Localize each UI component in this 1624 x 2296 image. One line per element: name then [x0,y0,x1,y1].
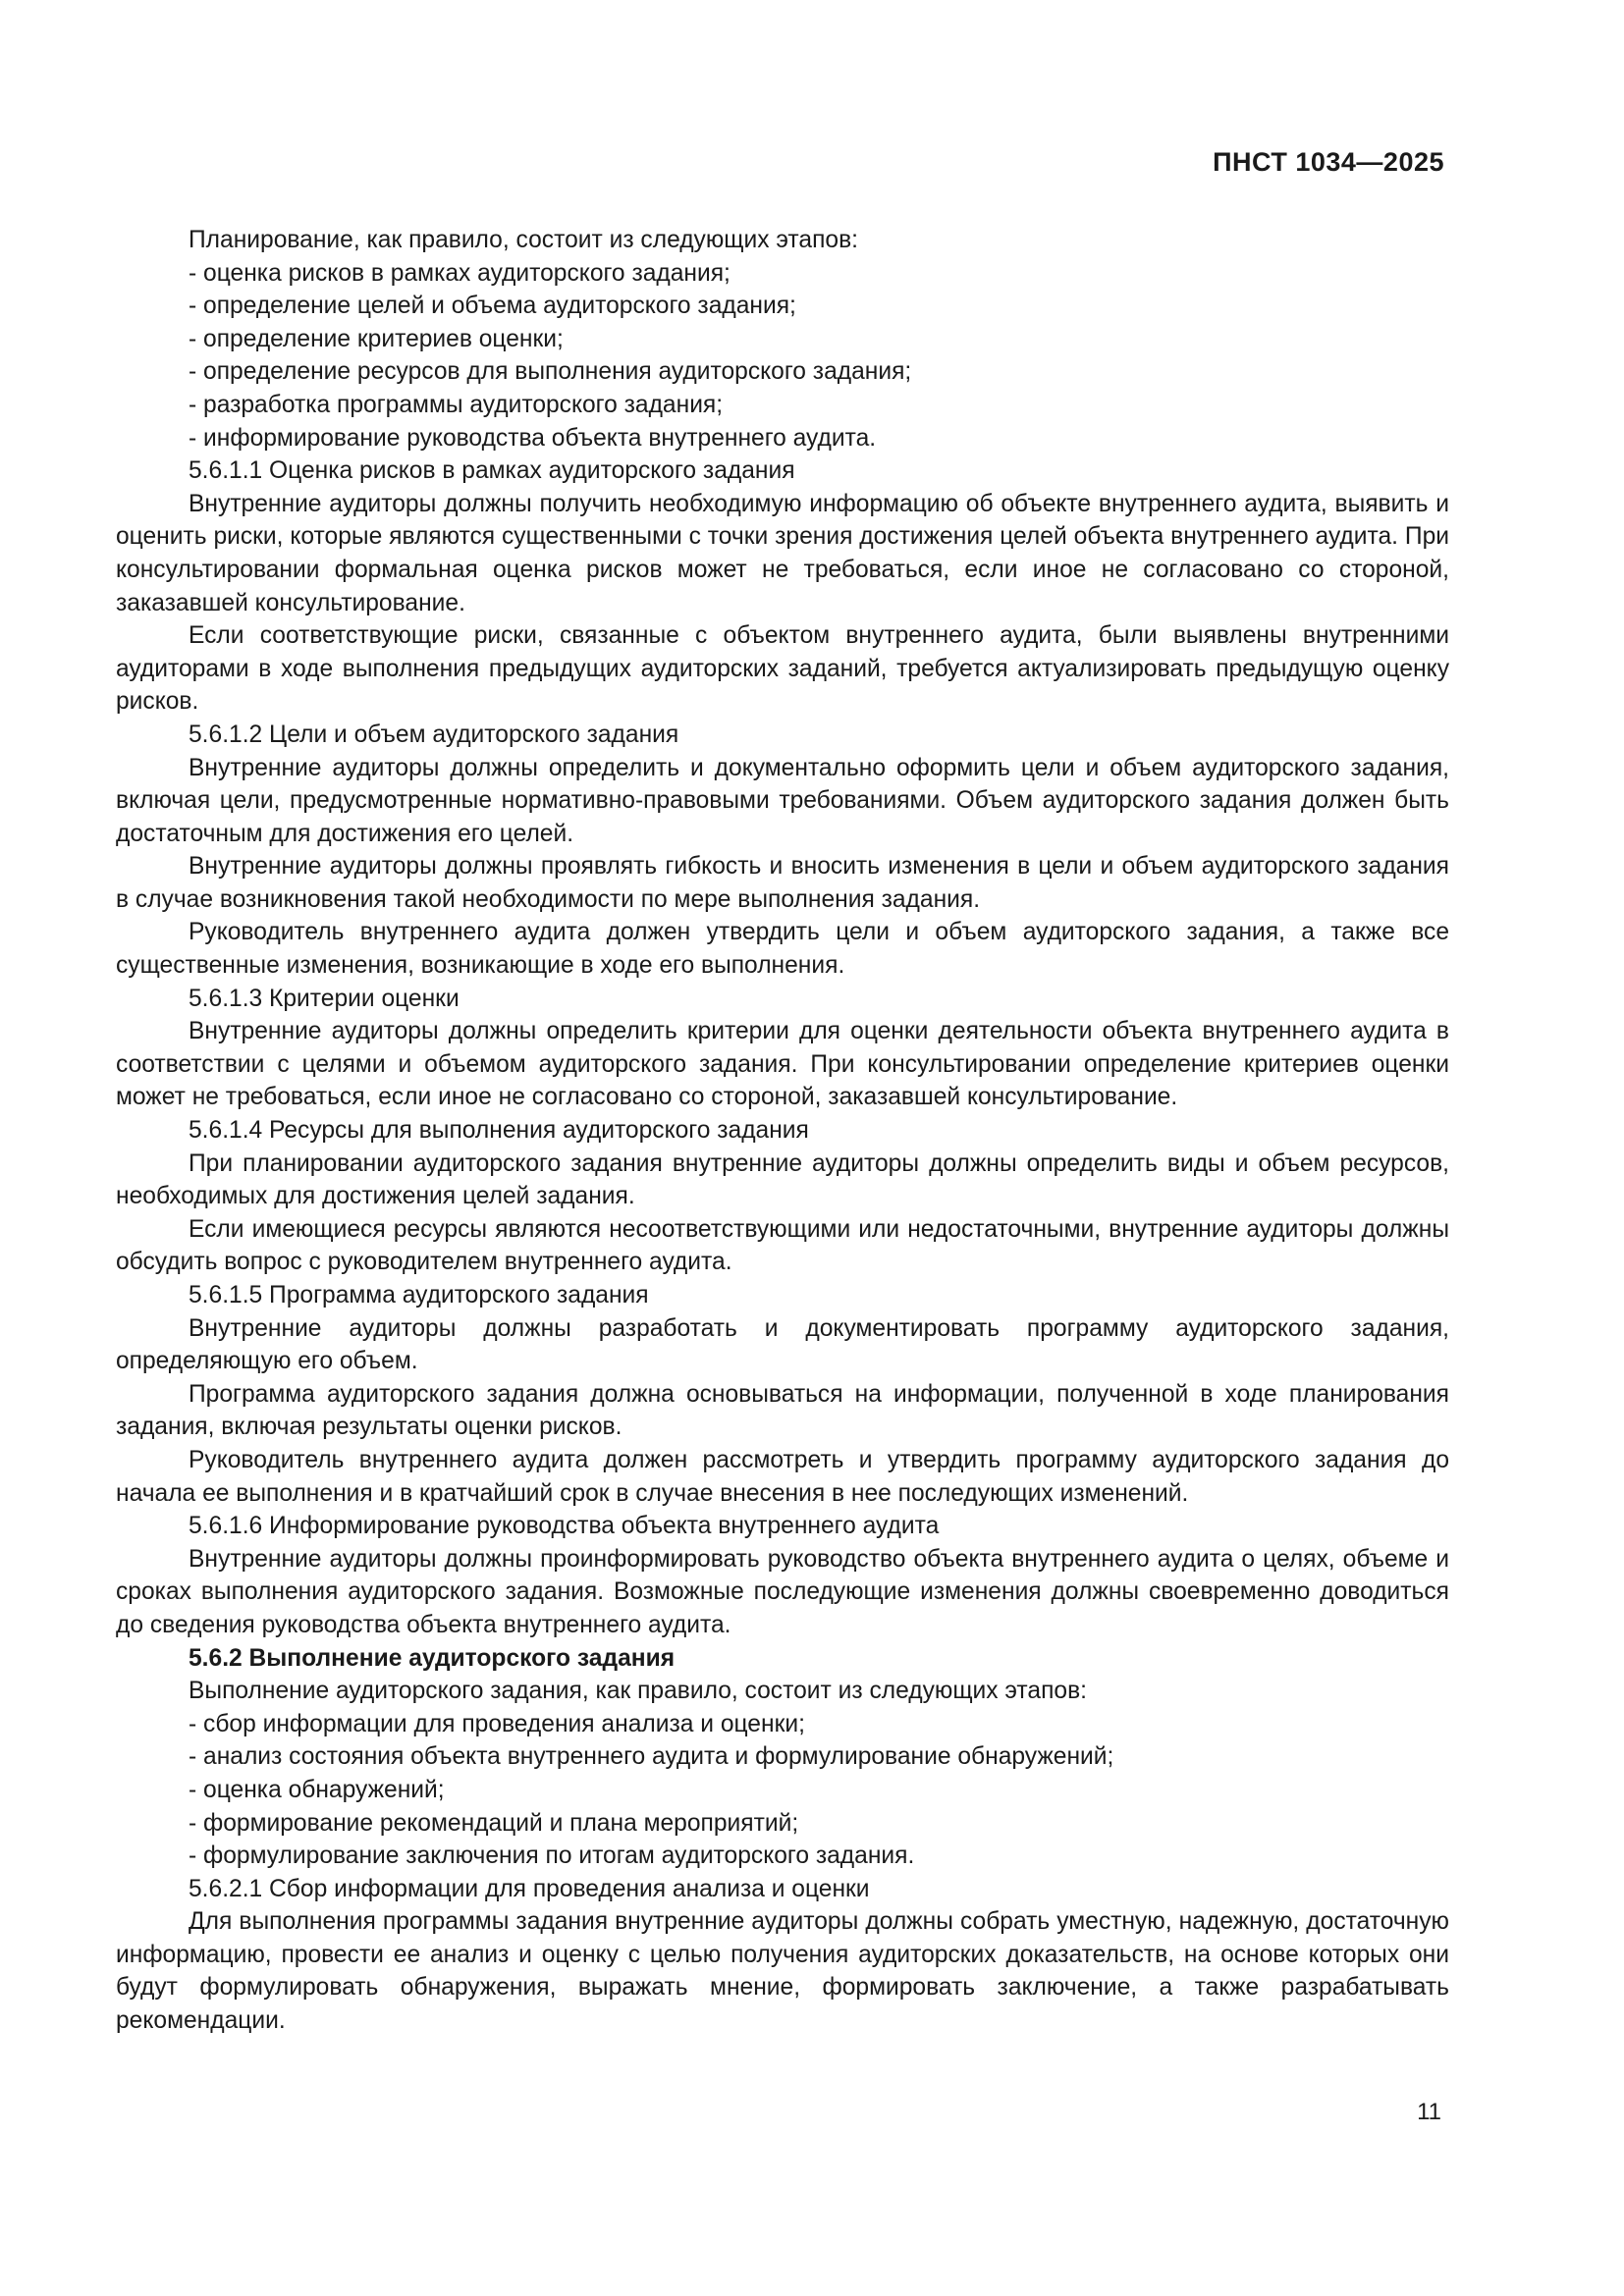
paragraph: Программа аудиторского задания должна основываться на информации, полученной в ходе планирования задания, включая результаты оценки рисков. [116,1380,1449,1441]
paragraph: Внутренние аудиторы должны определить и документально оформить цели и объем аудиторского задания, включая цели, предусмотренные нормативно-правовыми требованиями. Объем аудиторского задания должен быть достаточным для достижения его целей. [116,754,1449,847]
section-heading: 5.6.1.5 Программа аудиторского задания [189,1282,649,1308]
list-item: - разработка программы аудиторского задания; [189,391,724,418]
list-item: - сбор информации для проведения анализа и оценки; [189,1710,805,1737]
document-body [116,224,1449,2038]
paragraph: Планирование, как правило, состоит из следующих этапов: [189,227,858,253]
page-number: 11 [1417,2099,1441,2125]
paragraph: Если имеющиеся ресурсы являются несоответствующими или недостаточными, внутренние аудиторы должны обсудить вопрос с руководителем внутреннего аудита. [116,1215,1449,1276]
paragraph: Внутренние аудиторы должны проинформировать руководство объекта внутреннего аудита о целях, объеме и сроках выполнения аудиторского задания. Возможные последующие изменения должны своевременно доводиться до сведения руководства объекта внутреннего аудита. [116,1545,1449,1638]
paragraph: Выполнение аудиторского задания, как правило, состоит из следующих этапов: [189,1678,1087,1705]
paragraph: Если соответствующие риски, связанные с объектом внутреннего аудита, были выявлены внутренними аудиторами в ходе выполнения предыдущих аудиторских заданий, требуется актуализировать предыдущую оценку рисков. [116,622,1449,716]
paragraph: Внутренние аудиторы должны проявлять гибкость и вносить изменения в цели и объем аудиторского задания в случае возникновения такой необходимости по мере выполнения задания. [116,853,1449,913]
list-item: - определение критериев оценки; [189,325,564,352]
list-item: - определение ресурсов для выполнения аудиторского задания; [189,358,912,386]
paragraph: Руководитель внутреннего аудита должен рассмотреть и утвердить программу аудиторского задания до начала ее выполнения и в кратчайший срок в случае внесения в нее последующих изменений. [116,1446,1449,1507]
paragraph: Внутренние аудиторы должны определить критерии для оценки деятельности объекта внутреннего аудита в соответствии с целями и объемом аудиторского задания. При консультировании определение критериев оценки может не требоваться, если иное не согласовано со стороной, заказавшей консультирование. [116,1018,1449,1111]
section-heading: 5.6.1.4 Ресурсы для выполнения аудиторского задания [189,1117,809,1145]
list-item: - информирование руководства объекта внутреннего аудита. [189,424,877,452]
paragraph: Внутренние аудиторы должны получить необходимую информацию об объекте внутреннего аудита, выявить и оценить риски, которые являются существенными с точки зрения достижения целей объекта внутреннего аудита. При консультировании формальная оценка рисков может не требоваться, если иное не согласовано со стороной, заказавшей консультирование. [116,490,1449,616]
list-item: - определение целей и объема аудиторского задания; [189,293,796,320]
section-heading: 5.6.1.3 Критерии оценки [189,985,460,1012]
list-item: - оценка рисков в рамках аудиторского задания; [189,259,731,287]
section-heading: 5.6.1.6 Информирование руководства объекта внутреннего аудита [189,1513,940,1540]
section-heading: 5.6.2.1 Сбор информации для проведения анализа и оценки [189,1875,870,1902]
list-item: - формулирование заключения по итогам аудиторского задания. [189,1842,915,1870]
document-code: ПНСТ 1034—2025 [1213,147,1444,177]
paragraph: Руководитель внутреннего аудита должен утвердить цели и объем аудиторского задания, а также все существенные изменения, возникающие в ходе его выполнения. [116,919,1449,980]
paragraph: При планировании аудиторского задания внутренние аудиторы должны определить виды и объем ресурсов, необходимых для достижения целей задания. [116,1149,1449,1210]
list-item: - формирование рекомендаций и плана мероприятий; [189,1809,799,1837]
list-item: - анализ состояния объекта внутреннего аудита и формулирование обнаружений; [189,1743,1114,1771]
paragraph: Для выполнения программы задания внутренние аудиторы должны собрать уместную, надежную, достаточную информацию, провести ее анализ и оценку с целью получения аудиторских доказательств, на основе которых они будут формулировать обнаружения, выражать мнение, формировать заключение, а также разрабатывать рекомендации. [116,1908,1449,2035]
paragraph: Внутренние аудиторы должны разработать и документировать программу аудиторского задания, определяющую его объем. [116,1314,1449,1375]
subsection-heading: 5.6.2 Выполнение аудиторского задания [189,1644,676,1672]
section-heading: 5.6.1.2 Цели и объем аудиторского задания [189,721,679,748]
section-heading: 5.6.1.1 Оценка рисков в рамках аудиторского задания [189,457,795,485]
list-item: - оценка обнаружений; [189,1776,445,1803]
